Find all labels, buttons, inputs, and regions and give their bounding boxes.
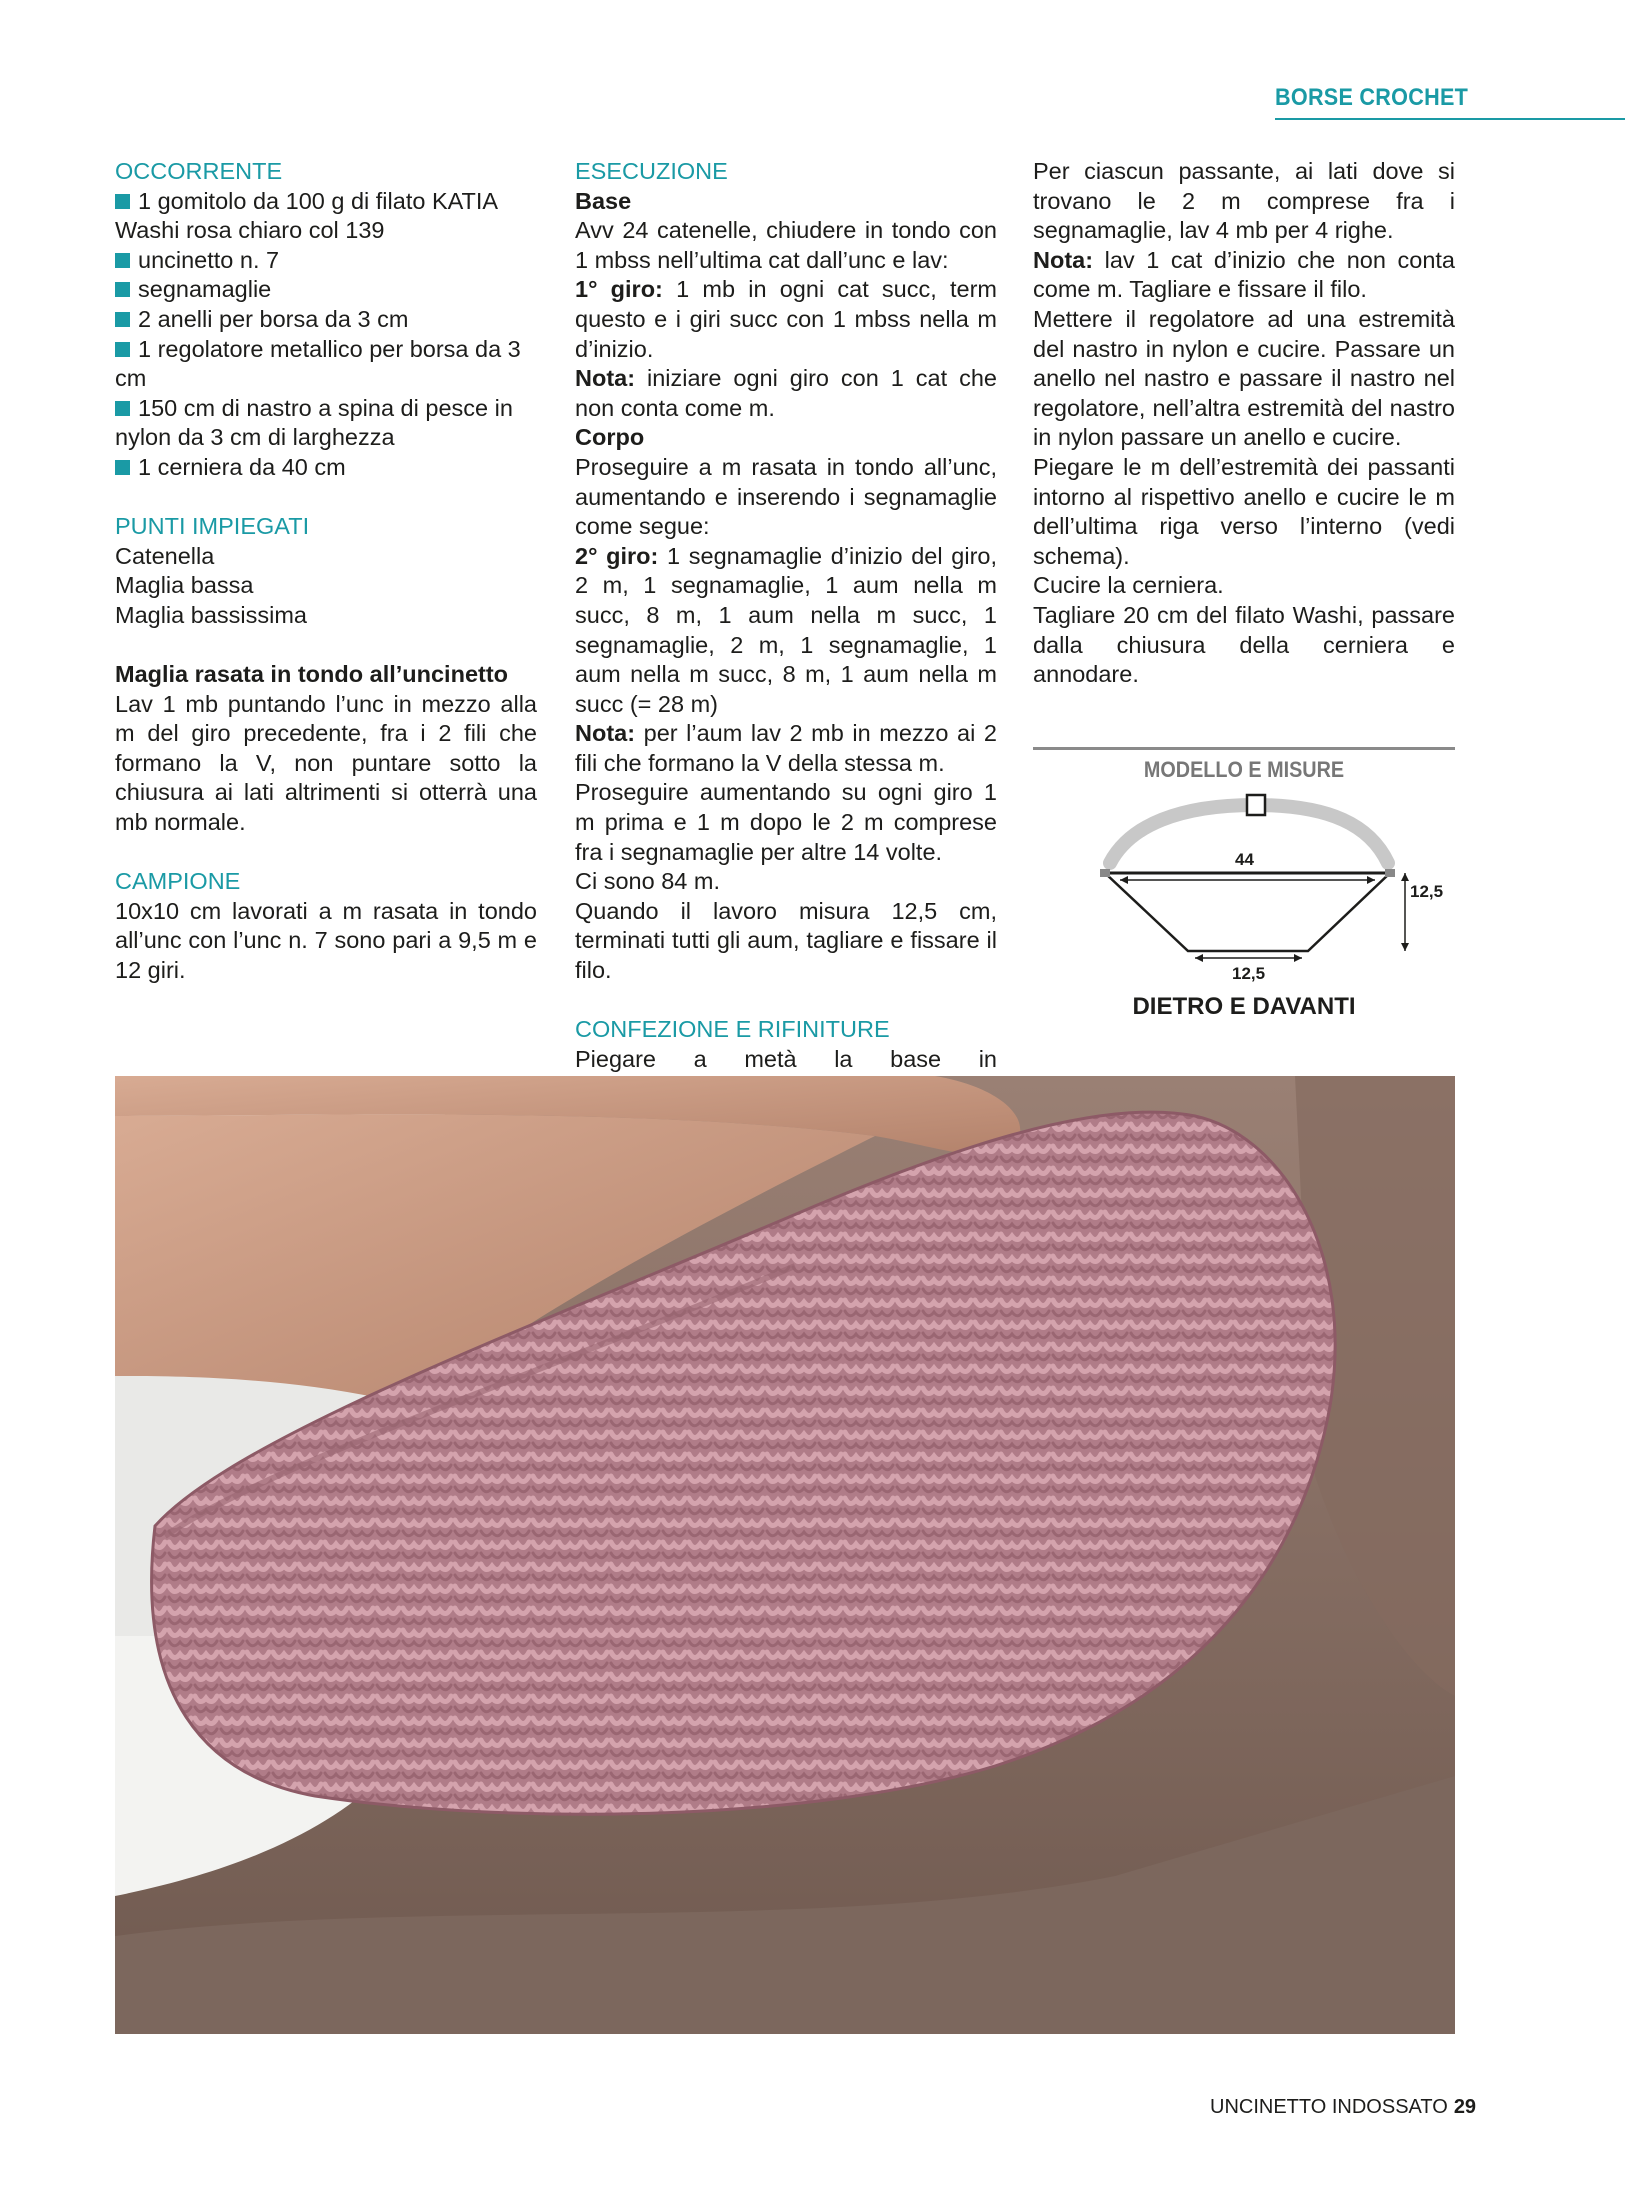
bullet-square-icon — [115, 253, 130, 268]
column-1 — [115, 157, 537, 986]
stitch-item: Catenella — [115, 542, 215, 569]
column-3 — [1033, 157, 1455, 690]
material-item: 150 cm di nastro a spina di pesce in nylon da 3 cm di larghezza — [115, 394, 513, 451]
anello-right-shape — [1385, 869, 1395, 877]
confezione-title: CONFEZIONE E RIFINITURE — [575, 1016, 890, 1043]
material-item: 1 regolatore metallico per borsa da 3 cm — [115, 335, 521, 392]
anello-left-shape — [1100, 869, 1110, 877]
regolatore-shape — [1247, 795, 1265, 815]
ci-sono-text: Ci sono 84 m. — [575, 868, 720, 895]
bag-schema-diagram — [1060, 785, 1444, 985]
material-item: segnamaglie — [115, 275, 537, 305]
material-item: 1 cerniera da 40 cm — [115, 453, 537, 483]
punti-title: PUNTI IMPIEGATI — [115, 513, 310, 540]
giro1-paragraph: 1° giro: 1 mb in ogni cat succ, term questo e i giri succ con 1 mbss nella m d’inizio. — [575, 276, 997, 362]
nota1-paragraph: Nota: iniziare ogni giro con 1 cat che non conta come m. — [575, 365, 997, 421]
confezione-text-6: Tagliare 20 cm del filato Washi, passare dalla chiusura della cerniera e annodare. — [1033, 601, 1455, 688]
campione-title: CAMPIONE — [115, 868, 241, 895]
giro2-paragraph: 2° giro: 1 segnamaglie d’inizio del giro, 2 m, 1 segnamaglie, 1 aum nella m succ, 8 m, 1 aum nella m succ, 1 segnamaglie, 2 m, 1 segnamaglie, 1 aum nella m succ, 8 m, 1 aum nella m succ (= 28 m) — [575, 542, 997, 717]
prosegui-text: Proseguire aumentando su ogni giro 1 m prima e 1 m dopo le 2 m comprese fra i segnamaglie per altre 14 volte. — [575, 779, 997, 865]
corpo-title: Corpo — [575, 424, 645, 451]
nota2-paragraph: Nota: per l’aum lav 2 mb in mezzo ai 2 fili che formano la V della stessa m. — [575, 720, 997, 776]
stitch-item: Maglia bassissima — [115, 601, 307, 628]
confezione-text-2: Per ciascun passante, ai lati dove si trovano le 2 m comprese fra i segnamaglie, lav 4 mb per 4 righe. — [1033, 158, 1455, 244]
bag-photo — [115, 1076, 1455, 2034]
confezione-text-5: Cucire la cerniera. — [1033, 572, 1224, 599]
base-title: Base — [575, 187, 632, 214]
bullet-square-icon — [115, 342, 130, 357]
page-footer — [1210, 2096, 1476, 2119]
material-item: uncinetto n. 7 — [115, 246, 537, 276]
confezione-text-3: Mettere il regolatore ad una estremità del nastro in nylon e cucire. Passare un anello nel nastro e passare il nastro nel regolatore, nell’altra estremità del nastro in nylon passare un anello e cucire. — [1033, 305, 1455, 451]
corpo-text: Proseguire a m rasata in tondo all’unc, aumentando e inserendo i segnamaglie come segue: — [575, 453, 997, 540]
campione-text: 10x10 cm lavorati a m rasata in tondo all’unc con l’unc n. 7 sono pari a 9,5 m e 12 giri. — [115, 897, 537, 984]
bullet-square-icon — [115, 401, 130, 416]
maglia-rasata-title: Maglia rasata in tondo all’uncinetto — [115, 661, 509, 688]
bag-body-shape — [1105, 873, 1390, 951]
height-label: 12,5 — [1410, 882, 1444, 901]
base-text: Avv 24 catenelle, chiudere in tondo con 1 mbss nell’ultima cat dall’unc e lav: — [575, 217, 997, 273]
bullet-square-icon — [115, 282, 130, 297]
occorrente-title: OCCORRENTE — [115, 158, 283, 184]
esecuzione-title: ESECUZIONE — [575, 158, 728, 184]
diagram-caption: DIETRO E DAVANTI — [1132, 993, 1356, 1020]
page-number: 29 — [1453, 2096, 1477, 2118]
diagram-rule — [1033, 747, 1455, 750]
bullet-square-icon — [115, 194, 130, 209]
material-item: 2 anelli per borsa da 3 cm — [115, 305, 537, 335]
nota3-paragraph: Nota: lav 1 cat d’inizio che non conta come m. Tagliare e fissare il filo. — [1033, 246, 1455, 303]
stitch-item: Maglia bassa — [115, 572, 254, 599]
bullet-square-icon — [115, 460, 130, 475]
confezione-text-4: Piegare le m dell’estremità dei passanti intorno al rispettivo anello e cucire le m dell’ultima riga verso l’interno (vedi schema). — [1033, 453, 1455, 569]
top-width-label: 44 — [1235, 850, 1254, 869]
quando-text: Quando il lavoro misura 12,5 cm, terminati tutti gli aum, tagliare e fissare il filo. — [575, 897, 997, 984]
bullet-square-icon — [115, 312, 130, 327]
confezione-text-1: Piegare a metà la base in — [575, 1045, 997, 1072]
maglia-rasata-text: Lav 1 mb puntando l’unc in mezzo alla m del giro precedente, fra i 2 fili che formano la V, non puntare sotto la chiusura ai lati altrimenti si otterrà una mb normale. — [115, 690, 537, 836]
diagram-heading: MODELLO E MISURE — [1143, 757, 1345, 782]
magazine-name: UNCINETTO INDOSSATO — [1210, 2096, 1448, 2118]
photo-illustration — [115, 1076, 1455, 2034]
header-rule — [1275, 118, 1625, 120]
section-title: BORSE CROCHET — [1275, 84, 1469, 111]
column-2 — [575, 157, 997, 1134]
bottom-width-label: 12,5 — [1232, 964, 1266, 983]
material-item: 1 gomitolo da 100 g di filato KATIA Washi rosa chiaro col 139 — [115, 187, 497, 244]
